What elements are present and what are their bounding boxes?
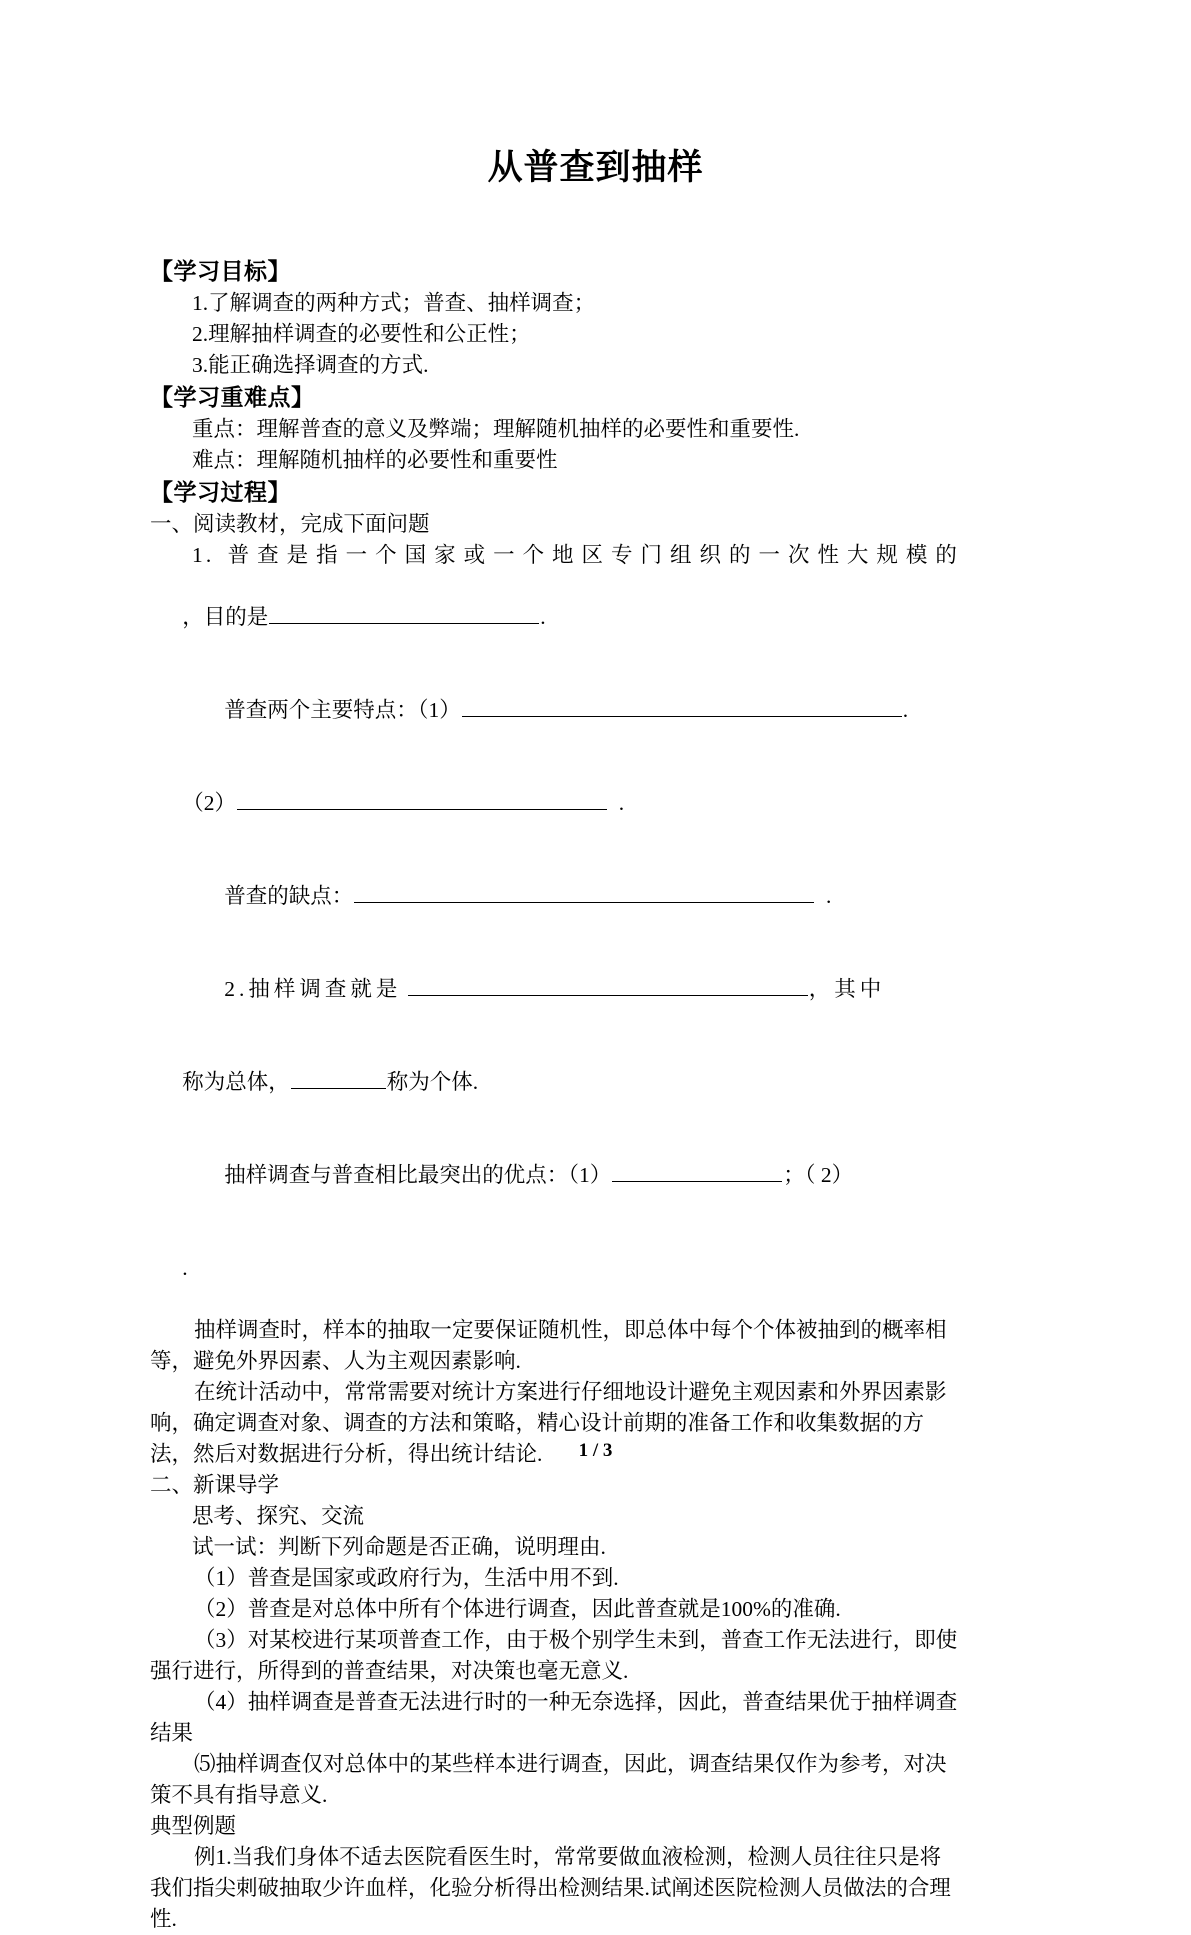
example-1: 例1.当我们身体不适去医院看医生时，常常要做血液检测，检测人员往往只是将我们指尖刺破抽取少许血样，化验分析得出检测结果.试阐述医院检测人员做法的合理性. <box>150 1845 951 1931</box>
question-2-label: 2.抽样调查就是 <box>224 977 402 1001</box>
section-heading-process: 【学习过程】 <box>150 480 291 505</box>
fill-blank-sampling-definition[interactable] <box>408 975 808 996</box>
fill-blank-feature-2[interactable] <box>237 789 607 810</box>
try-item-3: （3）对某校进行某项普查工作，由于极个别学生未到，普查工作无法进行，即使强行进行，所得到的普查结果，对决策也毫无意义. <box>150 1628 958 1683</box>
fill-blank-individual[interactable] <box>291 1068 386 1089</box>
census-features-period: . <box>902 698 909 722</box>
question-1-line-1: 1. 普查是指一个国家或一个地区专门组织的一次性大规模的 <box>192 543 960 567</box>
sampling-advantage-label: 抽样调查与普查相比最突出的优点：（1） <box>224 1163 612 1187</box>
difficult-point-line: 难点：理解随机抽样的必要性和重要性 <box>192 448 558 472</box>
document-body <box>150 255 960 1935</box>
census-shortcoming-period: . <box>826 884 832 908</box>
question-1-purpose-period: . <box>540 605 546 629</box>
sampling-advantage-end: . <box>182 1256 188 1280</box>
try-it-line: 试一试：判断下列命题是否正确，说明理由. <box>192 1535 606 1559</box>
question-2-line-1 <box>150 943 960 1036</box>
fill-blank-purpose[interactable] <box>269 603 539 624</box>
question-1-line-2 <box>150 571 960 664</box>
part-one-heading: 一、阅读教材，完成下面问题 <box>150 512 430 536</box>
question-2-line-2 <box>150 1036 960 1129</box>
page-footer: 1 / 3 <box>578 1440 613 1461</box>
question-1-purpose-label: ，目的是 <box>182 605 269 629</box>
individual-label: 称为个体. <box>386 1070 479 1094</box>
try-item-4: （4）抽样调查是普查无法进行时的一种无奈选择，因此，普查结果优于抽样调查结果 <box>150 1690 958 1745</box>
page-title: 从普查到抽样 <box>487 148 704 187</box>
try-item-5: ⑸抽样调查仅对总体中的某些样本进行调查，因此，调查结果仅作为参考，对决策不具有指导意义. <box>150 1752 947 1807</box>
question-2-tail: ，其中 <box>808 977 886 1001</box>
census-feature-2-label: （2） <box>182 791 237 815</box>
examples-heading: 典型例题 <box>150 1814 237 1838</box>
sampling-advantage-line-2 <box>150 1222 960 1315</box>
sampling-advantage-line <box>150 1129 960 1222</box>
section-heading-key-difficulty: 【学习重难点】 <box>150 385 315 410</box>
census-shortcoming-line <box>150 850 960 943</box>
paragraph-statistical-design: 在统计活动中，常常需要对统计方案进行仔细地设计避免主观因素和外界因素影响，确定调查对象、调查的方法和策略，精心设计前期的准备工作和收集数据的方法，然后对数据进行分析，得出统计结论. <box>150 1380 947 1466</box>
census-shortcoming-label: 普查的缺点： <box>224 884 354 908</box>
fill-blank-feature-1[interactable] <box>462 696 902 717</box>
fill-blank-shortcoming[interactable] <box>354 882 814 903</box>
fill-blank-advantage-1[interactable] <box>612 1161 782 1182</box>
try-item-1: （1）普查是国家或政府行为，生活中用不到. <box>194 1566 619 1590</box>
paragraph-randomness: 抽样调查时，样本的抽取一定要保证随机性，即总体中每个个体被抽到的概率相等，避免外界因素、人为主观因素影响. <box>150 1318 947 1373</box>
objective-item-2: 2.理解抽样调查的必要性和公正性； <box>192 322 531 346</box>
section-heading-objectives: 【学习目标】 <box>150 259 291 284</box>
sampling-advantage-mid: ；（ 2） <box>783 1163 854 1187</box>
try-item-2: （2）普查是对总体中所有个体进行调查，因此普查就是100%的准确. <box>194 1597 841 1621</box>
objective-item-3: 3.能正确选择调查的方式. <box>192 353 429 377</box>
census-feature-2-period: . <box>618 791 625 815</box>
census-features-label: 普查两个主要特点：（1） <box>224 698 461 722</box>
part-two-heading: 二、新课导学 <box>150 1473 280 1497</box>
census-features-line-1 <box>150 664 960 757</box>
key-point-line: 重点：理解普查的意义及弊端；理解随机抽样的必要性和重要性. <box>192 417 800 441</box>
think-explore-share-line: 思考、探究、交流 <box>192 1504 365 1528</box>
population-label: 称为总体， <box>182 1070 290 1094</box>
objective-item-1: 1.了解调查的两种方式；普查、抽样调查； <box>192 291 596 315</box>
census-features-line-2 <box>150 757 960 850</box>
